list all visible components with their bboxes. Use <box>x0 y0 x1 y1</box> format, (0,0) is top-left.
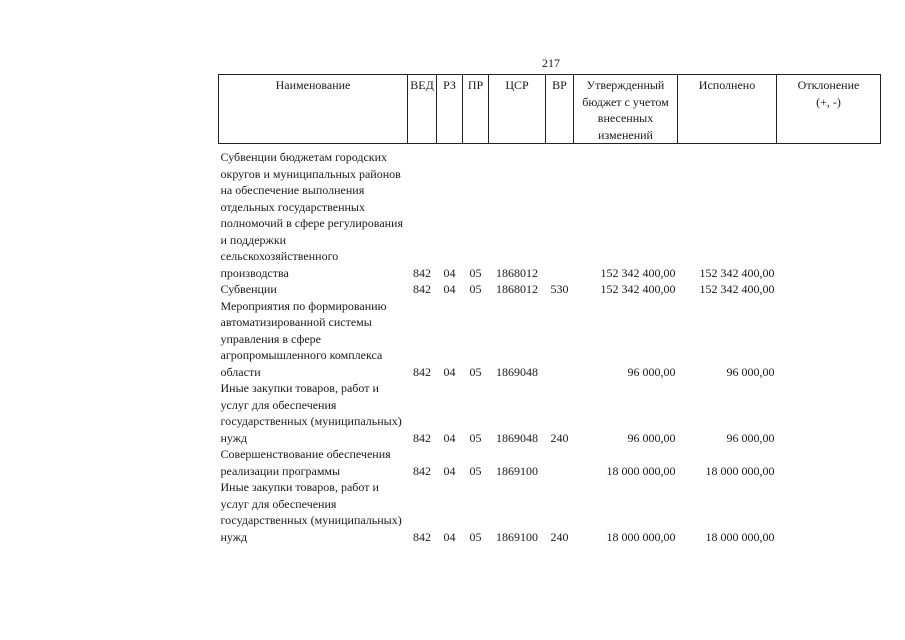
row-pr: 05 <box>469 364 482 379</box>
header-name: Наименование <box>219 75 408 144</box>
row-rz: 04 <box>443 463 456 478</box>
table-row <box>219 149 881 281</box>
row-executed: 152 342 400,00 <box>699 282 775 296</box>
row-deviation <box>777 149 881 281</box>
budget-execution-table <box>218 74 881 545</box>
row-deviation <box>777 380 881 446</box>
table-row <box>219 479 881 545</box>
row-executed: 152 342 400,00 <box>699 265 775 280</box>
row-pr: 05 <box>469 282 482 296</box>
row-csr: 1868012 <box>496 265 538 280</box>
row-executed: 96 000,00 <box>726 430 775 445</box>
header-executed: Исполнено <box>678 75 777 144</box>
table-header-row <box>219 75 881 144</box>
table-row <box>219 380 881 446</box>
row-ved: 842 <box>413 430 431 445</box>
row-ved: 842 <box>413 364 431 379</box>
header-vr: ВР <box>546 75 574 144</box>
table-row <box>219 446 881 479</box>
table-row <box>219 298 881 381</box>
row-name: Иные закупки товаров, работ и услуг для обеспечения государственных (муниципальных) нужд <box>220 381 402 445</box>
row-ved: 842 <box>413 529 431 544</box>
row-pr: 05 <box>469 430 482 445</box>
row-csr: 1869100 <box>496 529 538 544</box>
row-approved: 18 000 000,00 <box>606 463 676 478</box>
row-rz: 04 <box>443 529 456 544</box>
row-approved: 152 342 400,00 <box>600 282 676 296</box>
row-csr: 1869048 <box>496 364 538 379</box>
row-csr: 1869048 <box>496 430 538 445</box>
row-deviation <box>777 281 881 298</box>
header-deviation: Отклонение (+, -) <box>777 75 881 144</box>
row-pr: 05 <box>469 463 482 478</box>
row-approved: 152 342 400,00 <box>600 265 676 280</box>
row-vr: 530 <box>550 282 569 296</box>
header-rz: РЗ <box>437 75 463 144</box>
row-pr: 05 <box>469 265 482 280</box>
row-approved: 96 000,00 <box>627 430 676 445</box>
row-rz: 04 <box>443 282 456 296</box>
page-number: 217 <box>542 56 560 70</box>
row-executed: 18 000 000,00 <box>705 463 775 478</box>
row-vr: 240 <box>550 529 569 544</box>
row-ved: 842 <box>413 282 431 296</box>
row-vr <box>546 149 574 281</box>
row-rz: 04 <box>443 364 456 379</box>
header-csr: ЦСР <box>489 75 546 144</box>
row-ved: 842 <box>413 265 431 280</box>
row-rz: 04 <box>443 265 456 280</box>
row-vr <box>546 446 574 479</box>
row-name: Мероприятия по формированию автоматизированной системы управления в сфере агропромышленного комплекса области <box>220 298 387 379</box>
row-rz: 04 <box>443 430 456 445</box>
row-pr: 05 <box>469 529 482 544</box>
row-name: Субвенции <box>220 282 277 296</box>
row-deviation <box>777 446 881 479</box>
row-deviation <box>777 479 881 545</box>
table-row <box>219 281 881 298</box>
row-name: Субвенции бюджетам городских округов и муниципальных районов на обеспечение выполнения отдельных государственных полномочий в сфере регулирования и поддержки сельскохозяйственного производства <box>220 150 404 280</box>
row-name: Совершенствование обеспечения реализации программы <box>220 447 391 478</box>
row-approved: 18 000 000,00 <box>606 529 676 544</box>
row-vr: 240 <box>550 430 569 445</box>
row-deviation <box>777 298 881 381</box>
row-csr: 1868012 <box>496 282 538 296</box>
row-approved: 96 000,00 <box>627 364 676 379</box>
header-pr: ПР <box>463 75 489 144</box>
row-name: Иные закупки товаров, работ и услуг для обеспечения государственных (муниципальных) нужд <box>220 480 402 544</box>
row-executed: 18 000 000,00 <box>705 529 775 544</box>
row-vr <box>546 298 574 381</box>
row-executed: 96 000,00 <box>726 364 775 379</box>
row-ved: 842 <box>413 463 431 478</box>
header-ved: ВЕД <box>408 75 437 144</box>
header-approved-budget: Утвержденный бюджет с учетом внесенных изменений <box>574 75 678 144</box>
row-csr: 1869100 <box>496 463 538 478</box>
